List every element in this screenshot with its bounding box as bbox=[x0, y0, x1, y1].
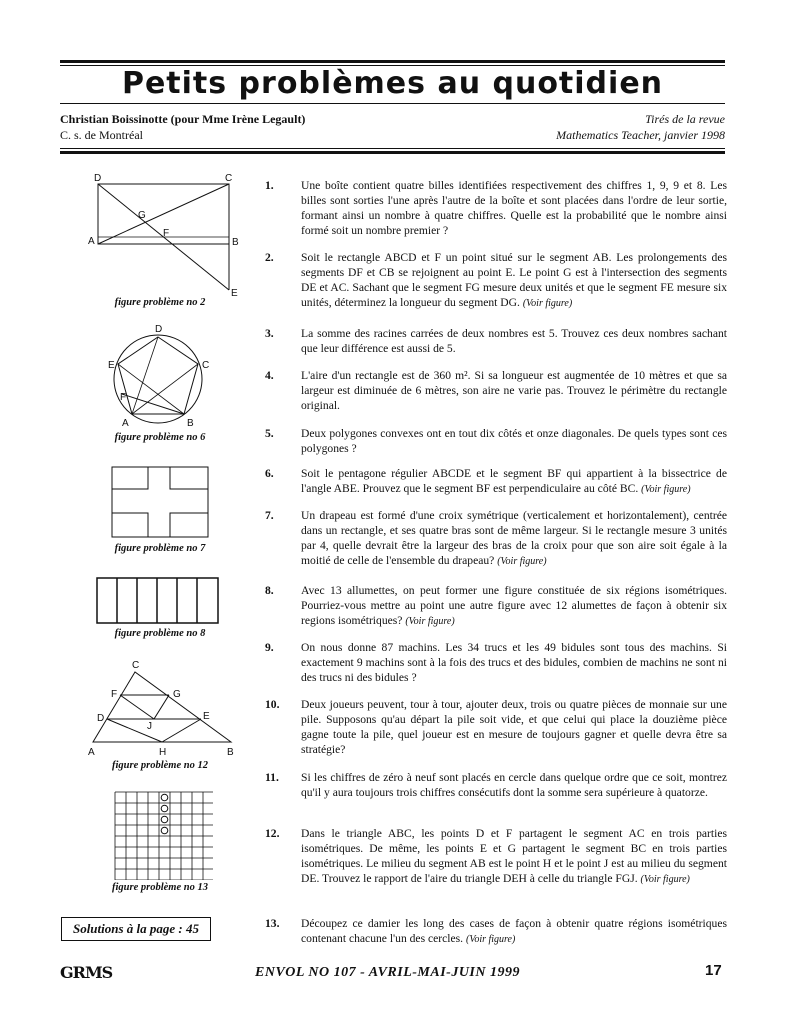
problem-number: 11. bbox=[265, 771, 279, 784]
grid-circle bbox=[161, 816, 168, 823]
header-rule-2 bbox=[60, 151, 725, 154]
fig12-label-g: G bbox=[173, 689, 181, 700]
problem-number: 6. bbox=[265, 467, 274, 480]
figure-12-diagram bbox=[85, 658, 240, 758]
figure-6-diagram bbox=[100, 322, 220, 430]
header-rule-1 bbox=[60, 148, 725, 149]
solutions-box: Solutions à la page : 45 bbox=[61, 917, 211, 941]
voir-figure: (Voir figure) bbox=[641, 484, 691, 495]
fig6-label-b: B bbox=[187, 418, 194, 429]
fig2-label-f: F bbox=[163, 228, 170, 239]
problem-text: Un drapeau est formé d'une croix symétrique (verticalement et horizontalement), centrée dans un rectangle, et ses quatre bras sont de même largeur. Si le rectangle mesure 3 unités par 4, quelle devrait être la largeur des bras de la croix pour que son aire soit égale à la moitié de celle de l'ensemble du drapeau? bbox=[301, 509, 727, 567]
problem-number: 10. bbox=[265, 698, 280, 711]
problem-text: Dans le triangle ABC, les points D et F partagent le segment AC en trois parties isométriques. De même, les points E et G partagent le segment BC en trois parties isométriques. Le milieu du segment AB est le point H et le point J est au milieu du segment DE. Trouvez le rapport de l'aire du triangle DEH à celle du triangle FGJ. bbox=[301, 827, 727, 885]
voir-figure: (Voir figure) bbox=[465, 934, 516, 945]
journal-footer: ENVOL NO 107 - AVRIL-MAI-JUIN 1999 bbox=[255, 965, 520, 980]
figure-7-diagram bbox=[110, 465, 210, 540]
problem-text: Avec 13 allumettes, on peut former une figure constituée de six régions isométriques. Pourriez-vous mettre au point une autre figure avec 12 alumettes de façon à obtenir six regions isométriques? bbox=[301, 584, 727, 627]
fig6-label-a: A bbox=[122, 418, 129, 429]
problem-text: Soit le pentagone régulier ABCDE et le segment BF qui appartient à la bissectrice de l'angle ABE. Prouvez que le segment BF est perpendiculaire au côté BC. bbox=[301, 467, 727, 495]
figure-12-caption: figure problème no 12 bbox=[112, 760, 208, 771]
problem-text: La somme des racines carrées de deux nombres est 5. Trouvez ces deux nombres sachant que leur différence est aussi de 5. bbox=[301, 327, 727, 355]
figure-2-diagram bbox=[85, 172, 245, 302]
page-title: Petits problèmes au quotidien bbox=[121, 66, 664, 101]
grid-circle bbox=[161, 827, 168, 834]
fig6-label-f: F bbox=[120, 392, 127, 403]
problem-number: 12. bbox=[265, 827, 280, 840]
fig12-label-h: H bbox=[159, 747, 167, 758]
school-line: C. s. de Montréal bbox=[60, 128, 143, 142]
fig12-label-a: A bbox=[88, 747, 95, 758]
fig12-label-b: B bbox=[227, 747, 234, 758]
grms-logo: GRMS bbox=[60, 963, 113, 982]
fig2-label-c: C bbox=[225, 173, 233, 184]
problem-number: 3. bbox=[265, 327, 274, 340]
problem-number: 8. bbox=[265, 584, 274, 597]
fig2-label-b: B bbox=[232, 237, 239, 248]
problem-text: Deux joueurs peuvent, tour à tour, ajouter deux, trois ou quatre pièces de monnaie sur une pile. Supposons qu'au départ la pile soit vide, et que celui qui place la douzième pièce gagne toute la pile, quel joueur est en mesure de toujours gagner et quelle devra être sa stratégie? bbox=[301, 698, 727, 756]
fig6-label-c: C bbox=[202, 360, 210, 371]
fig6-label-d: D bbox=[155, 324, 163, 335]
figure-7-caption: figure problème no 7 bbox=[114, 543, 206, 554]
fig12-label-e: E bbox=[203, 711, 210, 722]
fig2-label-e: E bbox=[231, 288, 238, 299]
figure-8-diagram bbox=[96, 576, 220, 626]
fig12-label-c: C bbox=[132, 660, 140, 671]
figure-13-caption: figure problème no 13 bbox=[112, 882, 208, 893]
source-line-2: Mathematics Teacher, janvier 1998 bbox=[556, 128, 725, 142]
fig6-label-e: E bbox=[108, 360, 115, 371]
voir-figure: (Voir figure) bbox=[497, 556, 547, 567]
grid-circle bbox=[161, 794, 168, 801]
figure-8-caption: figure problème no 8 bbox=[114, 628, 206, 639]
fig2-label-a: A bbox=[88, 236, 95, 247]
problem-text: On nous donne 87 machins. Les 34 trucs et les 49 bidules sont tous des machins. Si exactement 9 machins sont à la fois des trucs et des bidules, combien de machins ne sont ni des trucs ni des bidules ? bbox=[301, 641, 727, 684]
figure-6-caption: figure problème no 6 bbox=[114, 432, 206, 443]
figure-13-diagram bbox=[113, 790, 213, 880]
voir-figure: (Voir figure) bbox=[640, 874, 690, 885]
problem-text: Une boîte contient quatre billes identifiées respectivement des chiffres 1, 9, 9 et 8. Les billes sont sorties l'une après l'autre de la boîte et sont placées dans l'ordre de leur sortie, formant ainsi un nombre à quatre chiffres. Quelle est la probabilité que le nombre ainsi formé soit un nombre premier ? bbox=[301, 179, 727, 237]
problem-number: 4. bbox=[265, 369, 274, 382]
problem-number: 9. bbox=[265, 641, 274, 654]
fig2-label-d: D bbox=[94, 173, 102, 184]
author-line: Christian Boissinotte (pour Mme Irène Legault) bbox=[60, 112, 306, 126]
problem-text: Si les chiffres de zéro à neuf sont placés en cercle dans quelque ordre que ce soit, montrez qu'il y aura toujours trois chiffres consécutifs dont la somme sera supérieure à quatorze. bbox=[301, 771, 727, 799]
page-number: 17 bbox=[705, 962, 722, 979]
problem-number: 2. bbox=[265, 251, 274, 264]
problem-number: 1. bbox=[265, 179, 274, 192]
problem-text: Découpez ce damier les long des cases de façon à obtenir quatre régions isométriques contenant chacune l'un des cercles. bbox=[301, 917, 727, 945]
problem-number: 13. bbox=[265, 917, 280, 930]
voir-figure: (Voir figure) bbox=[405, 616, 455, 627]
problem-text: L'aire d'un rectangle est de 360 m². Si sa longueur est augmentée de 10 mètres et que sa largeur est diminuée de 6 mètres, son aire ne varie pas. Trouvez le périmètre du rectangle original. bbox=[301, 369, 727, 412]
fig12-label-f: F bbox=[111, 689, 118, 700]
problem-text: Soit le rectangle ABCD et F un point situé sur le segment AB. Les prolongements des segments DF et CB se rejoignent au point E. Le point G est à l'intersection des segments DE et AC. Sachant que le segment FG mesure deux unités et que le segment FE mesure six unités, déterminez la longueur du segment DG. bbox=[301, 251, 727, 309]
top-rule-thick bbox=[60, 60, 725, 63]
fig12-label-j: J bbox=[147, 721, 152, 732]
grid-circle bbox=[161, 805, 168, 812]
source-line-1: Tirés de la revue bbox=[645, 112, 725, 126]
problem-number: 5. bbox=[265, 427, 274, 440]
figure-2-caption: figure problème no 2 bbox=[114, 297, 206, 308]
title-rule bbox=[60, 103, 725, 104]
voir-figure: (Voir figure) bbox=[522, 298, 573, 309]
problem-number: 7. bbox=[265, 509, 274, 522]
fig12-label-d: D bbox=[97, 713, 105, 724]
problem-text: Deux polygones convexes ont en tout dix côtés et onze diagonales. De quels types sont ces polygones ? bbox=[301, 427, 727, 455]
fig2-label-g: G bbox=[138, 210, 146, 221]
